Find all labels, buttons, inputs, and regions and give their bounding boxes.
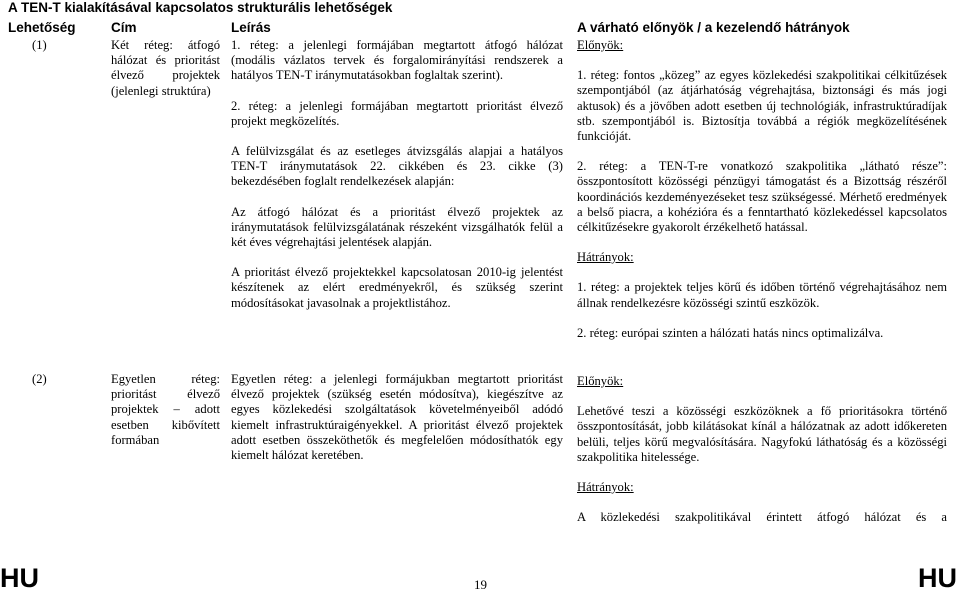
header-pros-cons: A várható előnyök / a kezelendő hátrányok <box>577 20 850 35</box>
row1-cons-layer2: 2. réteg: európai szinten a hálózati hatás nincs optimalizálva. <box>577 325 884 340</box>
row2-cons-text: A közlekedési szakpolitikával érintett átfogó hálózat és a <box>577 510 947 525</box>
row1-pros-label: Előnyök: <box>577 38 624 52</box>
row2-name: Egyetlen réteg: prioritást élvező projektek – adott esetben kibővített formában <box>111 372 220 447</box>
row2-pros-text: Lehetővé teszi a közösségi eszközöknek a fő prioritásokra történő összpontosítását, jobb kilátásokat kínál a hálózatnak az adott időkereten belüli, teljes körű megvalósítására. Nagyfokú láthatóság és a közösségi szakpolitika hitelessége. <box>577 404 947 464</box>
row2-desc-single-layer: Egyetlen réteg: a jelenlegi formájukban megtartott prioritást élvező projektek (szükség esetén módosítva), kiegészítve az egyes közlekedési szolgáltatások követelményeiből adódó kiemelt infrastruktúraigényekkel. A prioritást élvező projektek adott esetben összeköthetők és megfelelően módosíthatók egy kiemelt hálózat keretében. <box>231 372 563 463</box>
row1-pros-layer2: 2. réteg: a TEN-T-re vonatkozó szakpolitika „látható része”: összpontosított közösségi pénzügyi támogatást és a Bizottság részéről koordinációs kezdeményezéseket tesz szükségessé. Mérhető eredmények a belső piacra, a kohézióra és a fenntartható közlekedéssel kapcsolatos célkitűzésekre gyakorolt érzékelhető hatással. <box>577 159 947 235</box>
row2-pros-cons <box>577 374 947 525</box>
row1-description <box>231 38 563 311</box>
row1-desc-review: A felülvizsgálat és az esetleges átvizsgálás alapjai a hatályos TEN-T iránymutatások 22. cikkében és 23. cikke (3) bekezdésében foglalt rendelkezések alapján: <box>231 144 563 189</box>
footer-language-right: HU <box>918 563 957 593</box>
row1-desc-network: Az átfogó hálózat és a prioritást élvező projektek az iránymutatások felülvizsgálatának részeként vizsgálhatók felül a két éves végrehajtási jelentések alapján. <box>231 204 563 250</box>
row2-description <box>231 372 563 463</box>
row1-cons-layer1: 1. réteg: a projektek teljes körű és időben történő végrehajtásához nem állnak rendelkezésre közösségi szintű eszközök. <box>577 280 947 310</box>
row2-pros-label: Előnyök: <box>577 374 624 388</box>
row2-cons-label: Hátrányok: <box>577 480 634 495</box>
row1-desc-report: A prioritást élvező projektekkel kapcsolatosan 2010-ig jelentést készítenek az elért eredményekről, és szükség szerint módosításokat javasolnak a projektlistához. <box>231 265 563 310</box>
row1-desc-layer1: 1. réteg: a jelenlegi formájában megtartott átfogó hálózat (modális vázlatos tervek és forgalomirányítási rendszerek a hatályos TEN-T iránymutatásokban foglaltak szerint). <box>231 38 563 83</box>
page-title: A TEN-T kialakításával kapcsolatos strukturális lehetőségek <box>8 0 393 15</box>
row1-pros-cons <box>577 38 947 341</box>
row1-number: (1) <box>32 38 47 52</box>
row1-desc-layer2: 2. réteg: a jelenlegi formájában megtartott prioritást élvező projekt megközelítés. <box>231 98 563 128</box>
header-option: Lehetőség <box>8 20 76 35</box>
footer-language-left: HU <box>0 563 39 593</box>
row1-name: Két réteg: átfogó hálózat és prioritást élvező projektek (jelenlegi struktúra) <box>111 38 220 98</box>
row1-pros-layer1: 1. réteg: fontos „közeg” az egyes közlekedési szakpolitikai célkitűzések szempontjából (az átjárhatóság végrehajtása, biztonsági és más jogi aktusok) és a jövőben adott esetben új technológiák, infrastruktúradíjak stb. szempontjából is. Biztosítja továbbá a régiók megközelítésének funkcióját. <box>577 68 947 144</box>
row1-cons-label: Hátrányok: <box>577 250 634 265</box>
header-description: Leírás <box>231 20 271 35</box>
header-name: Cím <box>111 20 137 35</box>
page-number: 19 <box>474 577 487 592</box>
row2-number: (2) <box>32 372 47 386</box>
